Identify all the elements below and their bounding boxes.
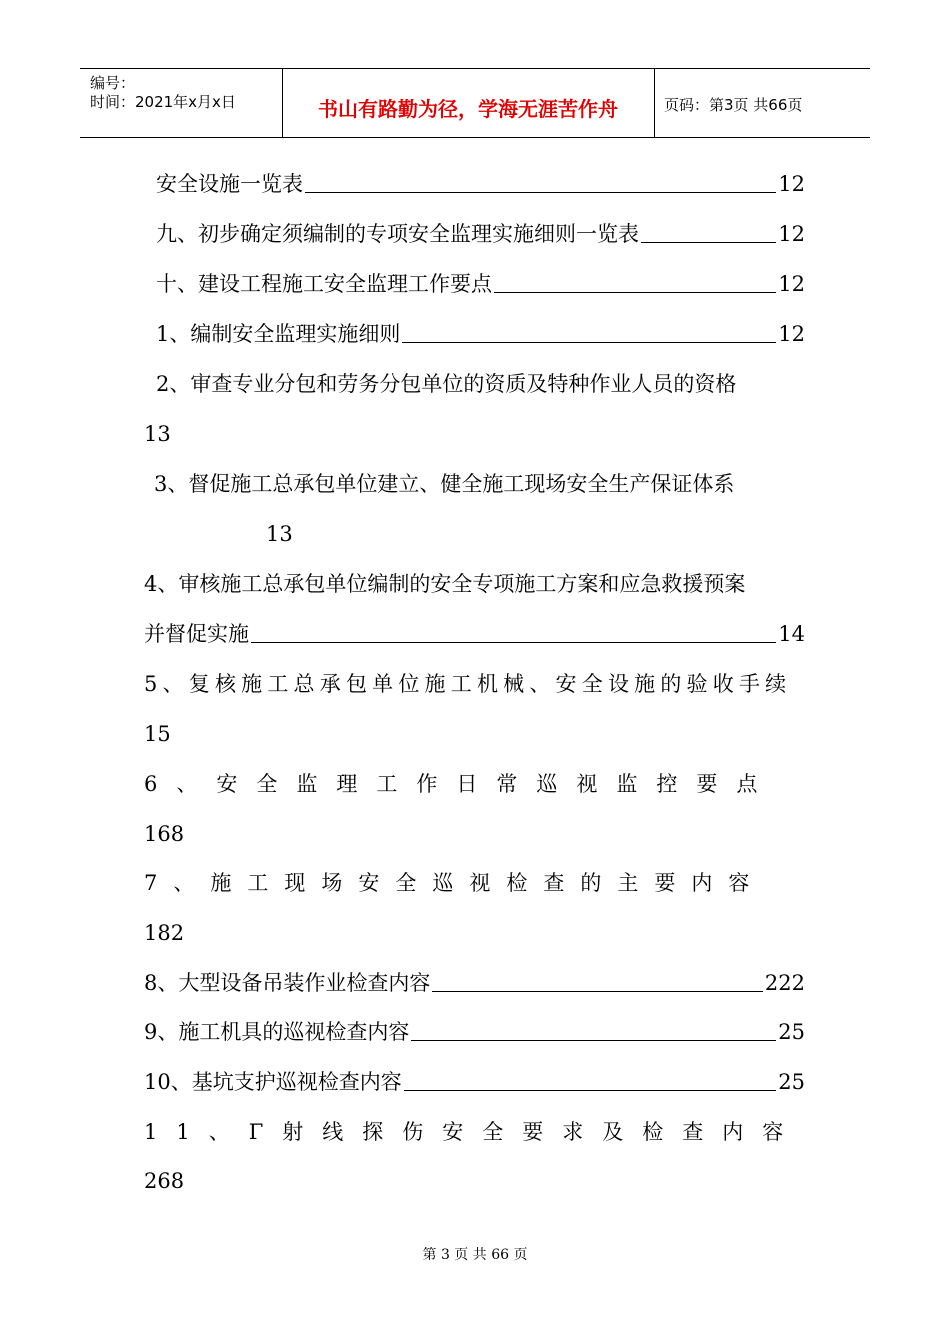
toc-entry-page: 13 bbox=[266, 522, 293, 546]
header-page-cell bbox=[654, 69, 870, 137]
toc-leader bbox=[251, 642, 776, 643]
toc-entry-title: 4、审核施工总承包单位编制的安全专项施工方案和应急救援预案 bbox=[144, 572, 746, 596]
toc-entry[interactable] bbox=[156, 319, 805, 349]
page-header bbox=[80, 68, 870, 138]
toc-entry-title-continued: 并督促实施 bbox=[144, 622, 249, 646]
toc-entry[interactable] bbox=[144, 669, 805, 699]
toc-leader bbox=[404, 1090, 777, 1091]
toc-leader bbox=[641, 242, 776, 243]
toc-entry-page: 222 bbox=[764, 971, 805, 995]
header-motto: 书山有路勤为径，学海无涯苦作舟 bbox=[318, 97, 618, 121]
toc-entry-title: 11、Γ射线探伤安全要求及检查内容 bbox=[144, 1120, 803, 1144]
toc-entry-page: 25 bbox=[778, 1020, 805, 1044]
toc-entry-title: 5、复核施工总承包单位施工机械、安全设施的验收手续 bbox=[144, 672, 792, 696]
toc-entry[interactable] bbox=[144, 769, 805, 799]
toc-entry-title: 6、安全监理工作日常巡视监控要点 bbox=[144, 772, 777, 796]
toc-entry-page: 12 bbox=[778, 172, 805, 196]
toc-entry-title: 1、编制安全监理实施细则 bbox=[156, 322, 401, 346]
toc-entry[interactable] bbox=[156, 169, 805, 199]
toc-entry-page: 182 bbox=[144, 921, 185, 945]
toc-entry[interactable] bbox=[144, 968, 805, 998]
toc-entry[interactable] bbox=[144, 1117, 805, 1147]
page-footer: 第 3 页 共 66 页 bbox=[422, 1247, 528, 1263]
toc-entry[interactable] bbox=[144, 1017, 805, 1047]
toc-entry-page: 12 bbox=[778, 272, 805, 296]
toc-leader bbox=[411, 1040, 776, 1041]
document-time-label: 时间：2021年x月x日 bbox=[90, 93, 236, 111]
toc-entry-title: 9、施工机具的巡视检查内容 bbox=[144, 1020, 410, 1044]
document-number-label: 编号： bbox=[90, 74, 136, 92]
toc-entry[interactable] bbox=[144, 569, 804, 599]
toc-entry-page: 12 bbox=[778, 222, 805, 246]
toc-entry[interactable] bbox=[144, 868, 805, 898]
toc-entry[interactable] bbox=[156, 369, 805, 399]
toc-entry-page: 168 bbox=[144, 822, 185, 846]
toc-leader bbox=[494, 292, 776, 293]
toc-leader bbox=[305, 192, 776, 193]
toc-entry[interactable] bbox=[154, 469, 805, 499]
toc-entry-title: 2、审查专业分包和劳务分包单位的资质及特种作业人员的资格 bbox=[156, 372, 737, 396]
toc-entry-title: 安全设施一览表 bbox=[156, 172, 303, 196]
toc-entry-title: 7、施工现场安全巡视检查的主要内容 bbox=[144, 871, 766, 895]
toc-entry-page: 13 bbox=[144, 422, 171, 446]
toc-entry-title: 3、督促施工总承包单位建立、健全施工现场安全生产保证体系 bbox=[154, 472, 735, 496]
toc-entry-title: 十、建设工程施工安全监理工作要点 bbox=[156, 272, 492, 296]
header-motto-cell bbox=[282, 69, 655, 137]
toc-leader bbox=[402, 342, 776, 343]
toc-entry-page: 12 bbox=[778, 322, 805, 346]
toc-entry[interactable] bbox=[156, 219, 805, 249]
toc-entry[interactable] bbox=[156, 269, 805, 299]
toc-leader bbox=[432, 991, 763, 992]
toc-entry[interactable] bbox=[144, 1067, 805, 1097]
header-meta-cell bbox=[80, 69, 283, 137]
toc-entry-title: 10、基坑支护巡视检查内容 bbox=[144, 1070, 402, 1094]
toc-entry-page: 268 bbox=[144, 1169, 185, 1193]
header-page-number: 页码：第3页 共66页 bbox=[664, 96, 803, 114]
toc-entry-page: 25 bbox=[778, 1070, 805, 1094]
toc-entry-title: 8、大型设备吊装作业检查内容 bbox=[144, 971, 431, 995]
toc-entry-page: 15 bbox=[144, 722, 171, 746]
toc-entry-continued[interactable] bbox=[144, 619, 805, 649]
toc-entry-title: 九、初步确定须编制的专项安全监理实施细则一览表 bbox=[156, 222, 639, 246]
toc-entry-page: 14 bbox=[778, 622, 805, 646]
